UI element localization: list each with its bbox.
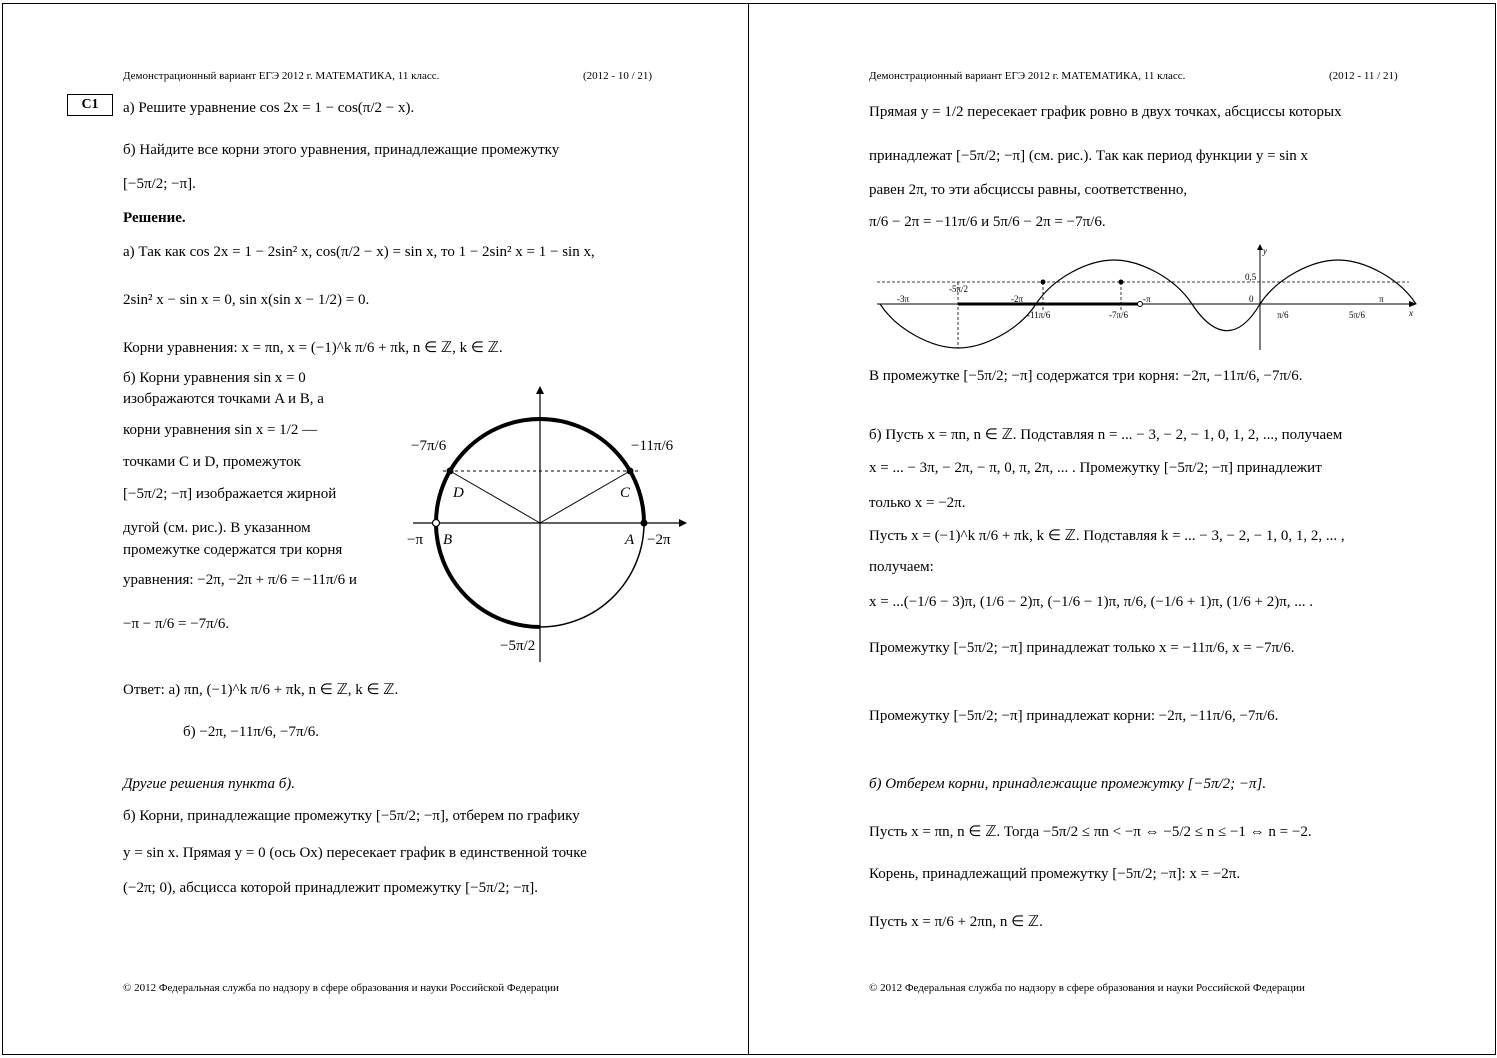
tick-5pi6: 5π/6 [1349, 310, 1366, 320]
right-line-4: π/6 − 2π = −11π/6 и 5π/6 − 2π = −7π/6. [869, 214, 1106, 230]
circle-x-arrow [679, 519, 687, 527]
tick-neg2pi: -2π [1011, 294, 1024, 304]
point-B [433, 520, 440, 527]
solution-b-line2: изображаются точками A и B, а [123, 391, 324, 407]
tick-neg7pi6: -7π/6 [1109, 310, 1129, 320]
tick-pi6: π/6 [1277, 310, 1289, 320]
tick-zero: 0 [1249, 294, 1254, 304]
right-line-9: Пусть x = (−1)^k π/6 + πk, k ∈ ℤ. Подставляя k = ... − 3, − 2, − 1, 0, 1, 2, ... , [869, 528, 1345, 544]
label-B: B [443, 532, 453, 548]
right-line-8: только x = −2π. [869, 495, 966, 511]
page-header-title: Демонстрационный вариант ЕГЭ 2012 г. МАТЕМАТИКА, 11 класс. [123, 70, 440, 82]
solution-b-line3: корни уравнения sin x = 1/2 — [123, 422, 318, 438]
point-C [627, 468, 634, 475]
task-part-a: а) Решите уравнение cos 2x = 1 − cos(π/2 − x). [123, 100, 415, 116]
label-minus-7pi-6: −7π/6 [411, 438, 447, 454]
intersection-neg7pi6 [1119, 280, 1124, 285]
tick-neg11pi6: -11π/6 [1027, 310, 1051, 320]
solution-a-line2: 2sin² x − sin x = 0, sin x(sin x − 1/2) = 0. [123, 292, 370, 308]
solution-b-line6: дугой (см. рис.). В указанном [123, 520, 311, 536]
solution-a-line1: а) Так как cos 2x = 1 − 2sin² x, cos(π/2 − x) = sin x, то 1 − 2sin² x = 1 − sin x, [123, 244, 595, 260]
tick-pi: π [1379, 294, 1384, 304]
label-minus-pi: −π [407, 532, 424, 548]
page-header-number: (2012 - 11 / 21) [1329, 70, 1398, 82]
other-solution-line3: (−2π; 0), абсцисса которой принадлежит промежутку [−5π/2; −π]. [123, 880, 539, 896]
right-page [748, 3, 1496, 1055]
right-line-3: равен 2π, то эти абсциссы равны, соответственно, [869, 182, 1188, 198]
solution-b-line7: промежутке содержатся три корня [123, 542, 343, 558]
solution-b-line8: уравнения: −2π, −2π + π/6 = −11π/6 и [123, 572, 357, 588]
solution-b-line4: точками C и D, промежуток [123, 454, 301, 470]
answer-line2: б) −2π, −11π/6, −7π/6. [183, 724, 320, 740]
answer-line1: Ответ: а) πn, (−1)^k π/6 + πk, n ∈ ℤ, k ∈ ℤ. [123, 682, 399, 698]
point-D [447, 468, 454, 475]
intersection-neg11pi6 [1041, 280, 1046, 285]
tick-neg3pi: -3π [897, 294, 910, 304]
tick-half: 0,5 [1245, 272, 1257, 282]
page-footer: © 2012 Федеральная служба по надзору в сфере образования и науки Российской Федерации [123, 982, 559, 994]
point-A [641, 520, 648, 527]
right-line-13: Промежутку [−5π/2; −π] принадлежат корни: −2π, −11π/6, −7π/6. [869, 708, 1279, 724]
task-part-b: б) Найдите все корни этого уравнения, принадлежащие промежутку [123, 142, 560, 158]
label-A: A [625, 532, 635, 548]
left-page [2, 3, 749, 1055]
solution-b-line1: б) Корни уравнения sin x = 0 [123, 370, 306, 386]
right-line-7: x = ... − 3π, − 2π, − π, 0, π, 2π, ... . Промежутку [−5π/2; −π] принадлежит [869, 460, 1322, 476]
tick-negpi: -π [1143, 294, 1151, 304]
solution-heading: Решение. [123, 210, 186, 226]
task-label: С1 [67, 94, 113, 116]
label-minus-11pi-6: −11π/6 [631, 438, 674, 454]
sine-graph [877, 242, 1423, 354]
solution-b-line9: −π − π/6 = −7π/6. [123, 616, 230, 632]
page-footer: © 2012 Федеральная служба по надзору в сфере образования и науки Российской Федерации [869, 982, 1305, 994]
task-interval: [−5π/2; −π]. [123, 176, 196, 192]
label-D: D [453, 485, 464, 501]
tick-neg5pi2: -5π/2 [949, 284, 969, 294]
right-line-15: Пусть x = πn, n ∈ ℤ. Тогда −5π/2 ≤ πn < −π ⇔ −5/2 ≤ n ≤ −1 ⇔ n = −2. [869, 824, 1312, 840]
y-axis-label: y [1263, 246, 1267, 256]
right-line-14: б) Отберем корни, принадлежащие промежутку [−5π/2; −π]. [869, 776, 1267, 792]
right-line-17: Пусть x = π/6 + 2πn, n ∈ ℤ. [869, 914, 1043, 930]
right-line-16: Корень, принадлежащий промежутку [−5π/2; −π]: x = −2π. [869, 866, 1241, 882]
label-minus-5pi-2: −5π/2 [500, 638, 536, 654]
page-header-number: (2012 - 10 / 21) [583, 70, 653, 82]
right-line-12: Промежутку [−5π/2; −π] принадлежат только x = −11π/6, x = −7π/6. [869, 640, 1295, 656]
label-C: C [620, 485, 631, 501]
right-line-5: В промежутке [−5π/2; −π] содержатся три корня: −2π, −11π/6, −7π/6. [869, 368, 1303, 384]
right-line-6: б) Пусть x = πn, n ∈ ℤ. Подставляя n = ... − 3, − 2, − 1, 0, 1, 2, ..., получаем [869, 427, 1343, 443]
right-line-1: Прямая y = 1/2 пересекает график ровно в двух точках, абсциссы которых [869, 104, 1342, 120]
circle-y-arrow [536, 386, 544, 394]
endpoint-negpi [1138, 302, 1143, 307]
solution-a-roots: Корни уравнения: x = πn, x = (−1)^k π/6 + πk, n ∈ ℤ, k ∈ ℤ. [123, 340, 503, 356]
other-solution-line2: y = sin x. Прямая y = 0 (ось Ox) пересекает график в единственной точке [123, 845, 587, 861]
other-solutions-heading: Другие решения пункта б). [123, 776, 296, 792]
right-line-2: принадлежат [−5π/2; −π] (см. рис.). Так как период функции y = sin x [869, 148, 1309, 164]
other-solution-line1: б) Корни, принадлежащие промежутку [−5π/2; −π], отберем по графику [123, 808, 580, 824]
x-axis-label: x [1409, 308, 1413, 318]
page-header-title: Демонстрационный вариант ЕГЭ 2012 г. МАТЕМАТИКА, 11 класс. [869, 70, 1186, 82]
radius-C [540, 471, 630, 523]
solution-b-line5: [−5π/2; −π] изображается жирной [123, 486, 337, 502]
label-minus-2pi: −2π [647, 532, 671, 548]
right-line-11: x = ...(−1/6 − 3)π, (1/6 − 2)π, (−1/6 − 1)π, π/6, (−1/6 + 1)π, (1/6 + 2)π, ... . [869, 594, 1314, 610]
right-line-10: получаем: [869, 559, 934, 575]
unit-circle-diagram [403, 382, 693, 667]
